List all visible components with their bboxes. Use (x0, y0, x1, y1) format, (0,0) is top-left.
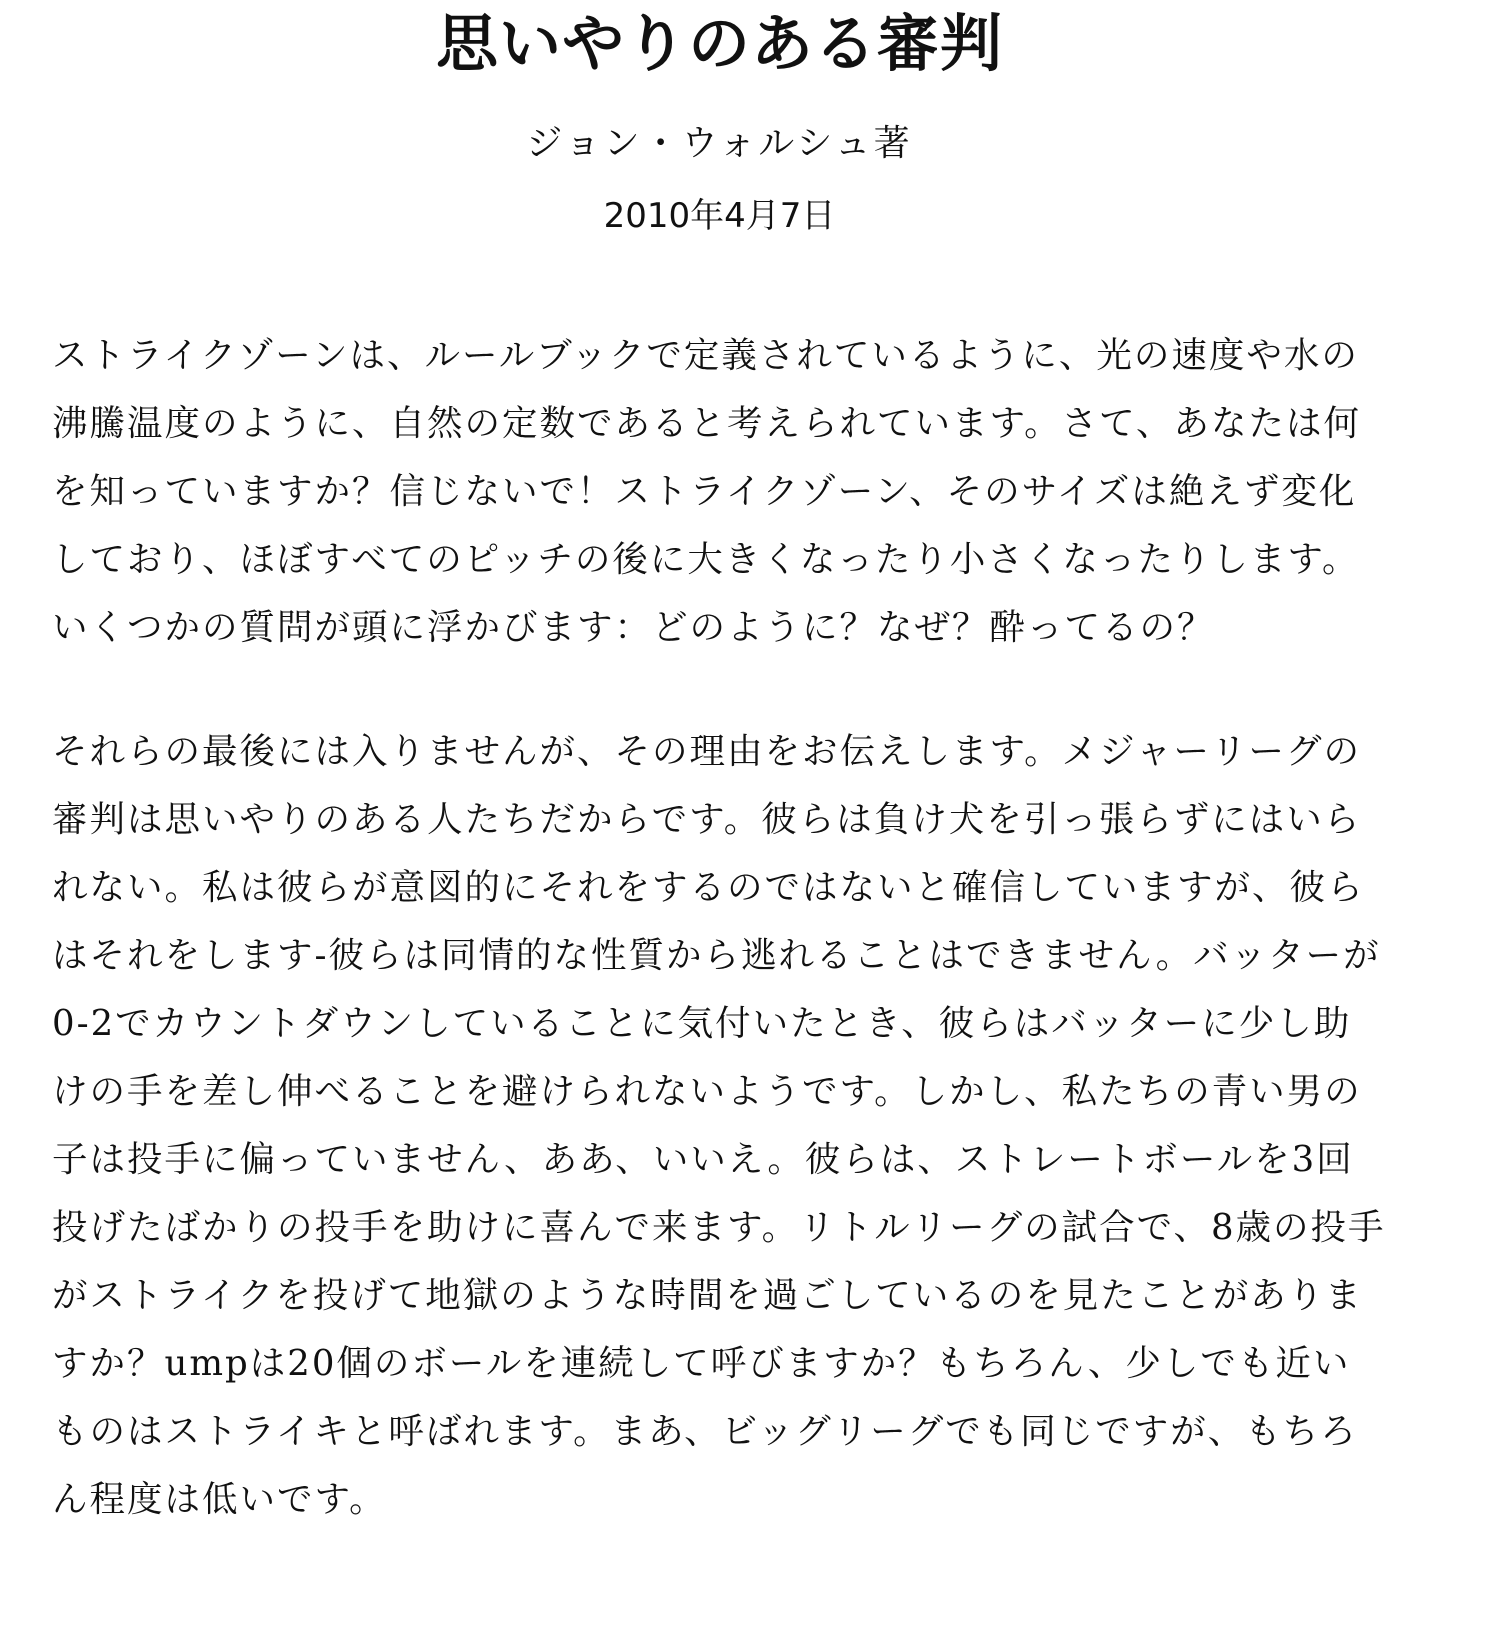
article-title: 思いやりのある審判 (435, 7, 1003, 80)
body-paragraph-1: ストライクゾーンは、ルールブックで定義されているように、光の速度や水の沸騰温度のように、自然の定数であると考えられています。さて、あなたは何を知っていますか？信じないで！ストライクゾーン、そのサイズは絶えず変化しており、ほぼすべてのピッチの後に大きくなったり小さくなったりします。いくつかの質問が頭に浮かびます：どのように？なぜ？酔ってるの？ (52, 335, 1361, 648)
publish-date: 2010年4月7日 (603, 196, 836, 236)
body-paragraph-2: それらの最後には入りませんが、その理由をお伝えします。メジャーリーグの審判は思いやりのある人たちだからです。彼らは負け犬を引っ張らずにはいられない。私は彼らが意図的にそれをするのではないと確信していますが、彼らはそれをします-彼らは同情的な性質から逃れることはできません。バッターが0-2でカウントダウンしていることに気付いたとき、彼らはバッターに少し助けの手を差し伸べることを避けられないようです。しかし、私たちの青い男の子は投手に偏っていません、ああ、いいえ。彼らは、ストレートボールを3回投げたばかりの投手を助けに喜んで来ます。リトルリーグの試合で、8歳の投手がストライクを投げて地獄のような時間を過ごしているのを見たことがありますか？umpは20個のボールを連続して呼びますか？もちろん、少しでも近いものはストライキと呼ばれます。まあ、ビッグリーグでも同じですが、もちろん程度は低いです。 (52, 731, 1386, 1520)
author-byline: ジョン・ウォルシュ著 (526, 123, 913, 164)
